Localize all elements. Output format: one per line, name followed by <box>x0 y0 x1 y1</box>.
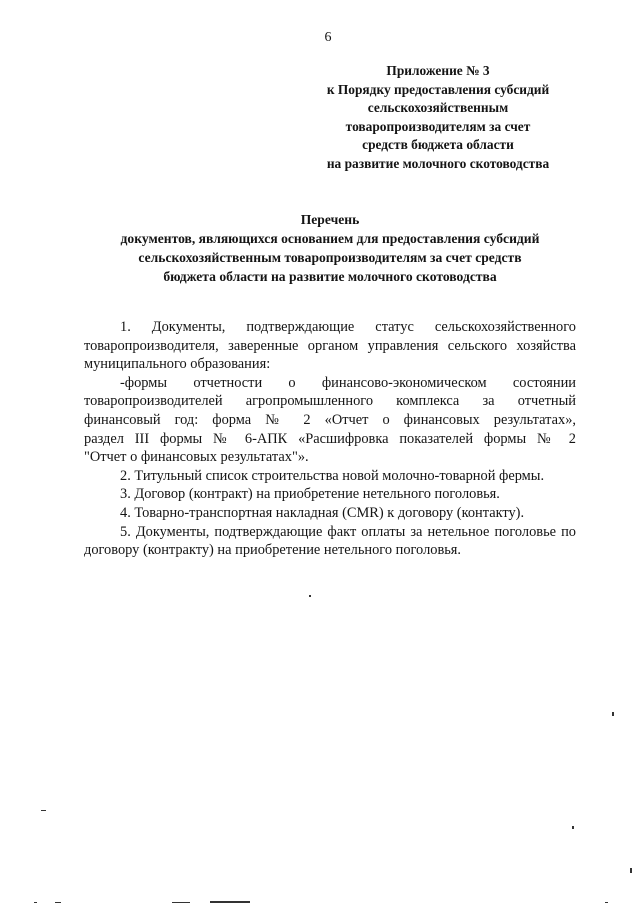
body-line: "Отчет о финансовых результатах"». <box>84 449 309 466</box>
body-line: 1. Документы, подтверждающие статус сельскохозяйственного <box>120 319 576 335</box>
appendix-line: средств бюджета области <box>362 137 514 153</box>
scan-speck <box>572 826 574 829</box>
list-item-2: 2. Титульный список строительства новой молочно-товарной фермы. <box>120 467 545 484</box>
body-line: раздел III формы № 6-АПК «Расшифровка показателей формы № 2 <box>84 430 576 447</box>
document-title <box>80 210 580 286</box>
title-line: Перечень <box>300 212 360 227</box>
scan-speck <box>605 902 608 903</box>
forms-paragraph <box>84 374 576 467</box>
appendix-header <box>300 62 576 174</box>
body-line: товаропроизводителей агропромышленного комплекса за отчетный <box>84 393 576 410</box>
document-body <box>84 318 576 560</box>
scan-speck <box>210 901 250 903</box>
appendix-line: к Порядку предоставления субсидий <box>326 81 550 97</box>
page-number: 6 <box>324 30 332 45</box>
scan-speck <box>55 902 61 903</box>
scan-speck <box>34 902 37 903</box>
title-line: бюджета области на развитие молочного скотоводства <box>163 269 497 284</box>
appendix-line: товаропроизводителям за счет <box>345 118 531 134</box>
scan-speck <box>630 868 632 873</box>
body-line: -формы отчетности о финансово-экономическом состоянии <box>120 374 576 391</box>
scan-speck <box>309 595 311 597</box>
scan-speck <box>172 902 190 903</box>
scan-speck <box>41 810 46 811</box>
appendix-line: на развитие молочного скотоводства <box>326 155 550 171</box>
body-line: 5. Документы, подтверждающие факт оплаты за нетельное поголовье по <box>120 523 576 540</box>
title-line: сельскохозяйственным товаропроизводителям за счет средств <box>138 250 522 265</box>
list-item-5 <box>84 523 576 560</box>
body-line: муниципального образования: <box>84 356 271 373</box>
scan-speck <box>612 712 614 716</box>
body-line: финансовый год: форма № 2 «Отчет о финансовых результатах», <box>84 411 576 428</box>
body-line: договору (контракту) на приобретение нетельного поголовья. <box>84 542 462 559</box>
title-line: документов, являющихся основанием для предоставления субсидий <box>120 231 540 246</box>
appendix-line: сельскохозяйственным <box>367 100 509 116</box>
body-line: товаропроизводителя, заверенные органом управления сельского хозяйства <box>84 337 576 354</box>
list-item-3: 3. Договор (контракт) на приобретение нетельного поголовья. <box>120 486 500 503</box>
list-item-1 <box>84 318 576 374</box>
list-item-4: 4. Товарно-транспортная накладная (CMR) к договору (контакту). <box>120 504 525 521</box>
appendix-line: Приложение № 3 <box>386 63 490 78</box>
